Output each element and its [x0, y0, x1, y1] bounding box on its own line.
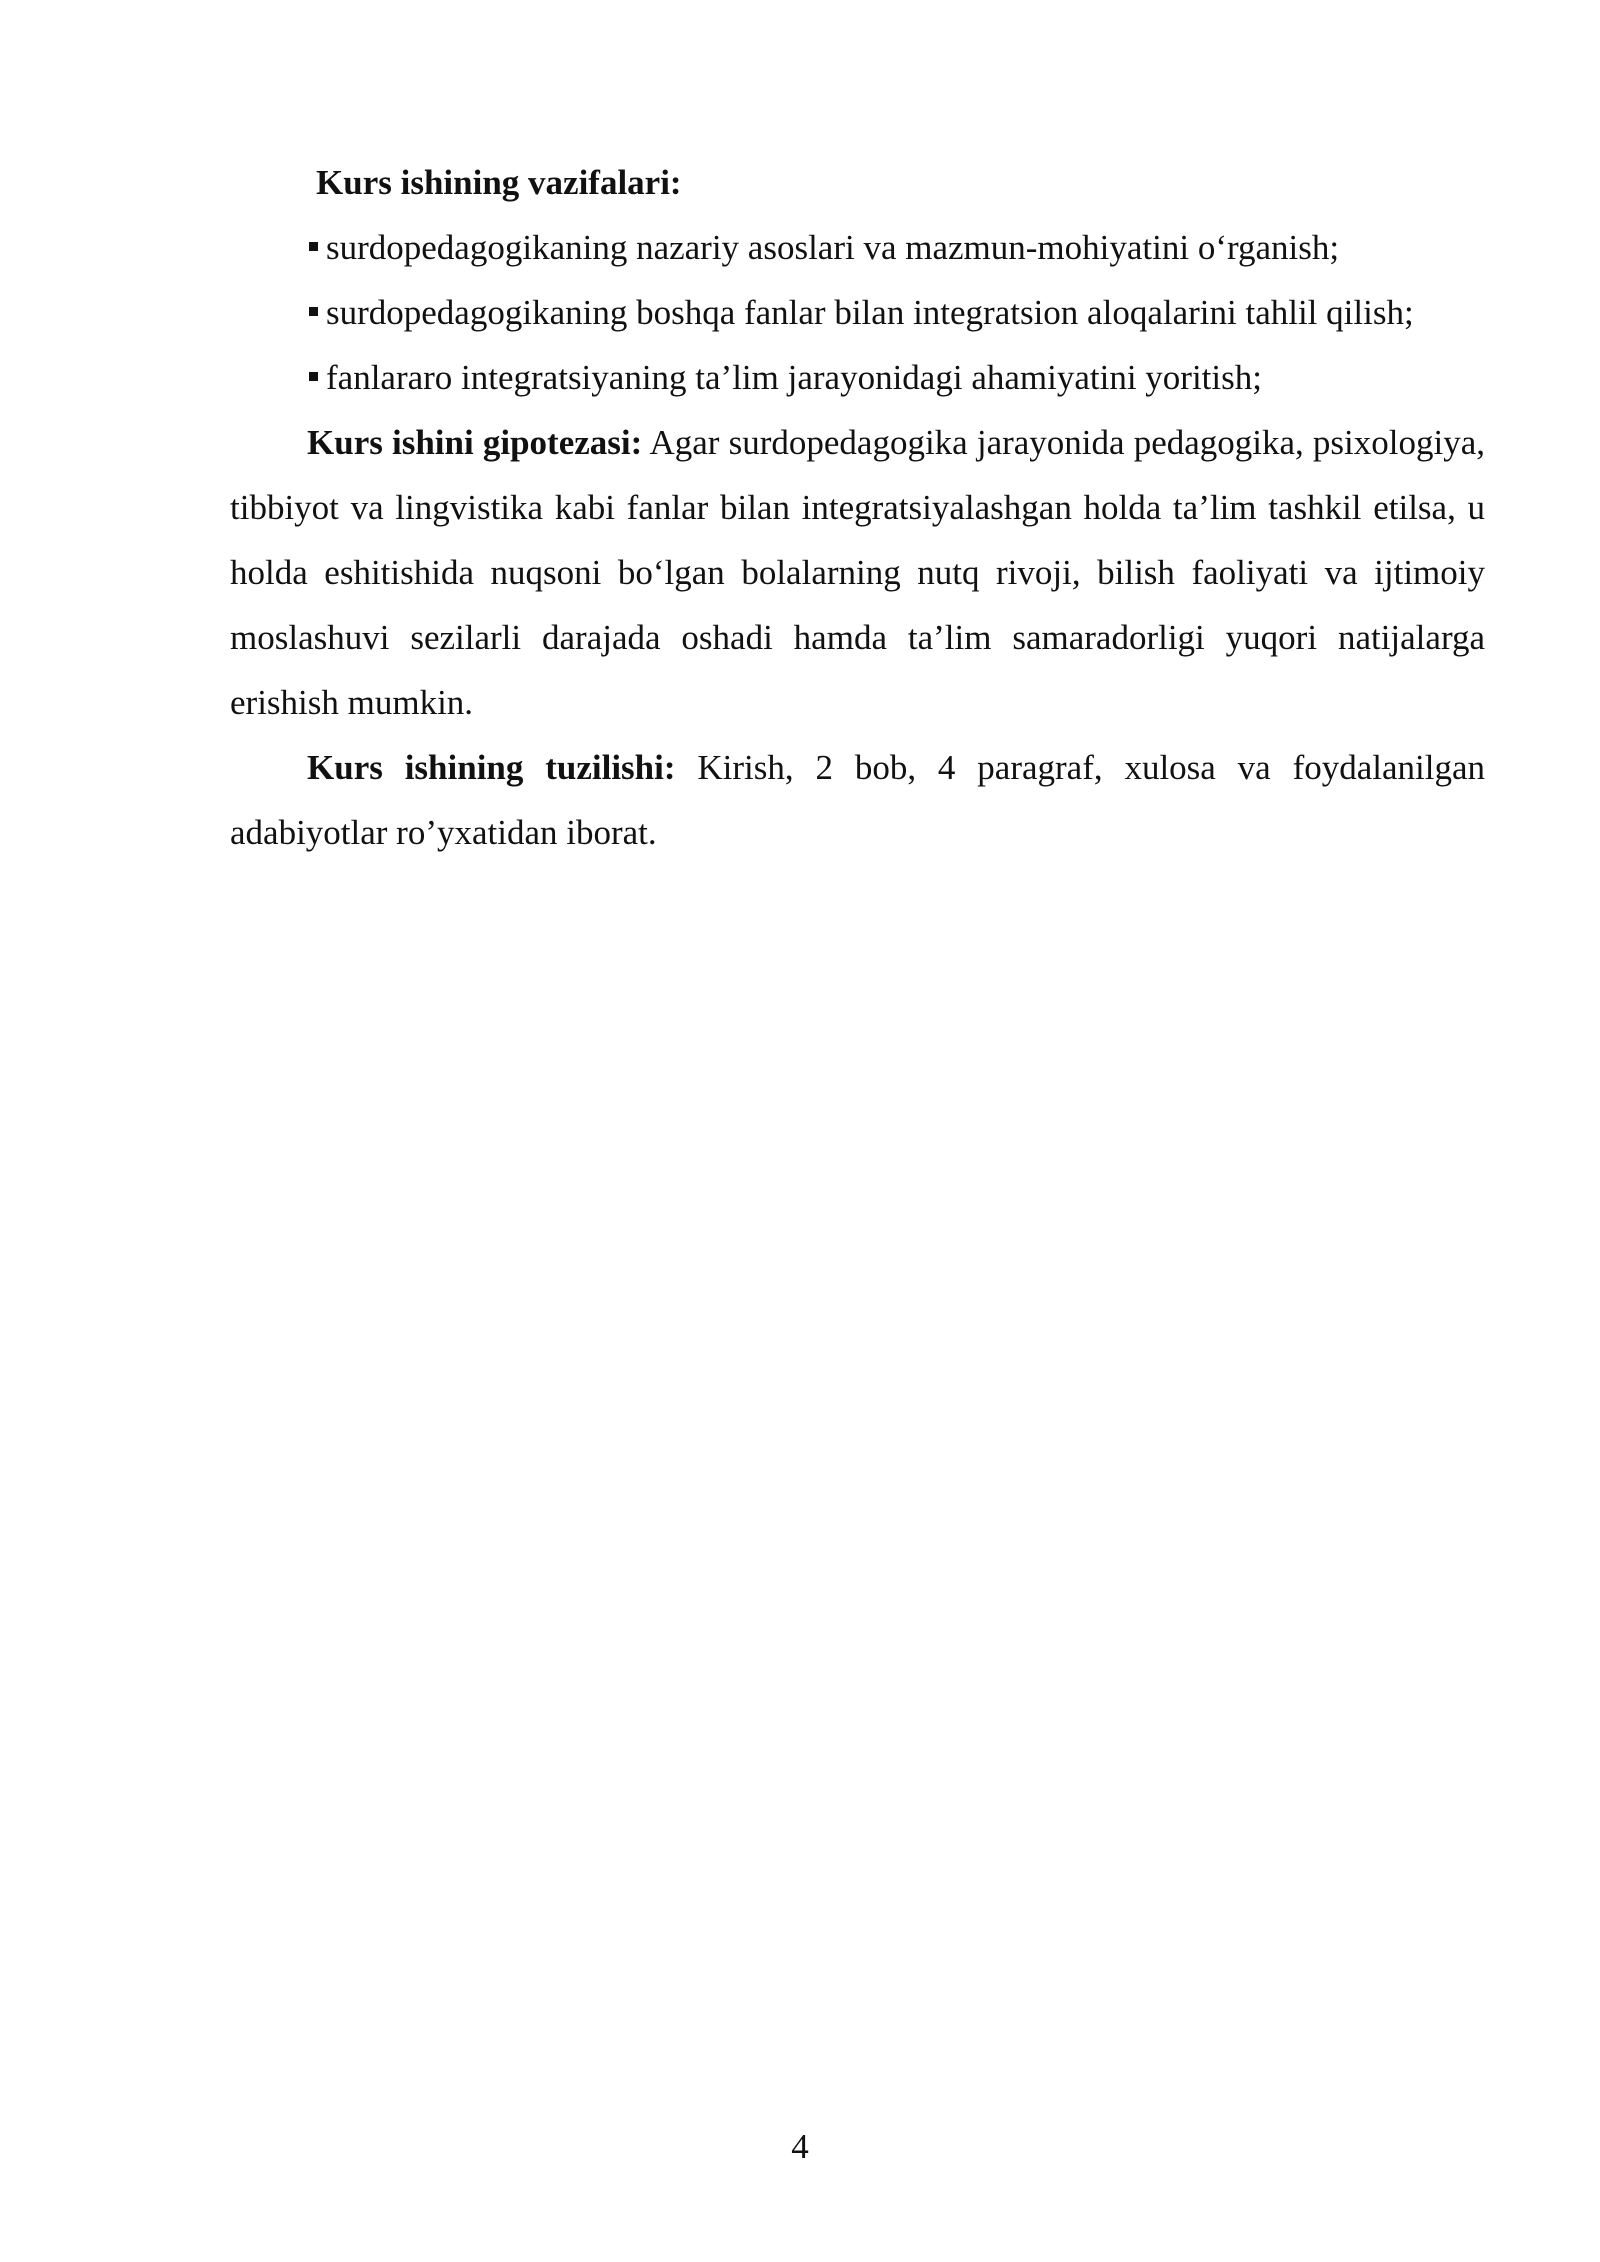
- list-item-text: surdopedagogikaning boshqa fanlar bilan integratsion aloqalarini tahlil qilish;: [326, 293, 1414, 332]
- structure-text: Kirish, 2 bob, 4 paragraf, xulosa va foydalanilgan adabiyotlar ro’yxatidan iborat.: [230, 748, 1485, 852]
- structure-paragraph: [230, 735, 1485, 865]
- hypothesis-text: Agar surdopedagogika jarayonida pedagogika, psixologiya, tibbiyot va lingvistika kabi fanlar bilan integratsiyalashgan holda ta’lim tashkil etilsa, u holda eshitishida nuqsoni bo‘lgan bolalarning nutq rivoji, bilish faoliyati va ijtimoiy moslashuvi sezilarli darajada oshadi hamda ta’lim samaradorligi yuqori natijalarga erishish mumkin.: [230, 423, 1485, 722]
- square-bullet-icon: [309, 307, 318, 316]
- page-number: 4: [791, 2127, 809, 2166]
- square-bullet-icon: [309, 242, 318, 251]
- hypothesis-paragraph: [230, 410, 1485, 735]
- square-bullet-icon: [309, 372, 318, 381]
- list-item: [230, 280, 1485, 345]
- tasks-heading: Kurs ishining vazifalari:: [316, 163, 682, 202]
- list-item: [230, 215, 1485, 280]
- structure-label: Kurs ishining tuzilishi:: [307, 748, 676, 787]
- list-item: [230, 345, 1485, 410]
- page-content: [230, 150, 1485, 865]
- list-item-text: surdopedagogikaning nazariy asoslari va mazmun-mohiyatini o‘rganish;: [326, 228, 1340, 267]
- list-item-text: fanlararo integratsiyaning ta’lim jarayonidagi ahamiyatini yoritish;: [326, 358, 1262, 397]
- hypothesis-label: Kurs ishini gipotezasi:: [307, 423, 643, 462]
- tasks-list: [230, 215, 1485, 410]
